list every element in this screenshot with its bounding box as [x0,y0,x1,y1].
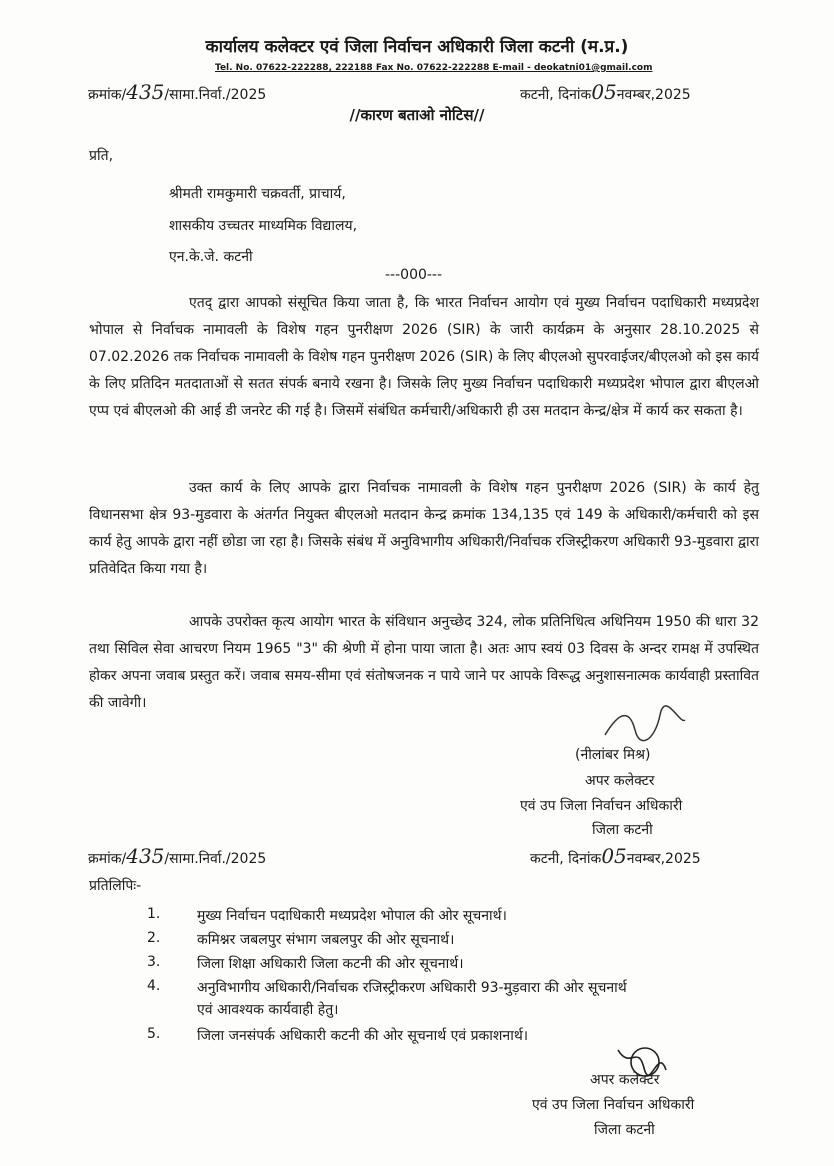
copy-item-text: अनुविभागीय अधिकारी/निर्वाचक रजिस्ट्रीकरण अधिकारी 93-मुड़वारा की ओर सूचनार्थ [197,980,627,996]
to-label: प्रति, [89,148,114,164]
copy-item-text-continued: एवं आवश्यक कार्यवाही हेतु। [197,1002,339,1018]
copy-item-number: 1. [147,906,161,922]
copy-item-text: मुख्य निर्वाचन पदाधिकारी मध्यप्रदेश भोपाल की ओर सूचनार्थ। [197,908,507,924]
copy-item-text: जिला शिक्षा अधिकारी जिला कटनी की ओर सूचनार्थ। [197,956,464,972]
bottom-signatory-designation-1: अपर कलेक्टर [590,1072,660,1088]
reference-date-top: कटनी, दिनांक05नवम्बर,2025 [520,80,691,104]
bottom-signatory-designation-2: एवं उप जिला निर्वाचन अधिकारी [532,1097,695,1113]
notice-subject: //कारण बताओ नोटिस// [349,106,485,124]
reference-number-bottom: क्रमांक/435/सामा.निर्वा./2025 [88,844,267,868]
handwritten-day: 05 [601,844,627,868]
copy-item-number: 3. [147,954,161,970]
office-contact: Tel. No. 07622-222288, 222188 Fax No. 07622-222288 E-mail - deokatni01@gmail.com [215,63,653,73]
copy-item-number: 2. [147,930,161,946]
paragraph-2: उक्त कार्य के लिए आपके द्वारा निर्वाचक नामावली के विशेष गहन पुनरीक्षण 2026 (SIR) के कार्य हेतु विधानसभा क्षेत्र 93-मुडवारा के अंतर्गत नियुक्त बीएलओ मतदान केन्द्र क्रमांक 134,135 एवं 149 के अधिकारी/कर्मचारी को इस कार्य हेतु आपके द्वारा नहीं छोडा जा रहा है। जिसके संबंध में अनुविभागीय अधिकारी/निर्वाचक रजिस्ट्रीकरण अधिकारी 93-मुडवारा द्वारा प्रतिवेदित किया गया है। [89,480,759,577]
handwritten-number: 435 [126,844,165,868]
handwritten-day: 05 [591,80,617,104]
paragraph-3: आपके उपरोक्त कृत्य आयोग भारत के संविधान अनुच्छेद 324, लोक प्रतिनिधित्व अधिनियम 1950 की धारा 32 तथा सिविल सेवा आचरण नियम 1965 "3" की श्रेणी में होना पाया जाता है। अतः आप स्वयं 03 दिवस के अन्दर रामक्ष में उपस्थित होकर अपना जवाब प्रस्तुत करें। जवाब समय-सीमा एवं संतोषजनक न पाये जाने पर आपके विरूद्ध अनुशासनात्मक कार्यवाही प्रस्तावित की जावेगी। [89,614,759,711]
addressee-line-1: श्रीमती रामकुमारी चक्रवर्ती, प्राचार्य, [169,186,346,202]
addressee-line-3: एन.के.जे. कटनी [169,249,253,265]
reference-number-top: क्रमांक/435/सामा.निर्वा./2025 [88,80,267,104]
signatory-designation-2: एवं उप जिला निर्वाचन अधिकारी [520,798,683,814]
signatory-name: (नीलांबर मिश्र) [575,747,651,763]
paragraph-1: एतद् द्वारा आपको संसूचित किया जाता है, कि भारत निर्वाचन आयोग एवं मुख्य निर्वाचन पदाधिकारी मध्यप्रदेश भोपाल से निर्वाचक नामावली के विशेष गहन पुनरीक्षण 2026 (SIR) के जारी कार्यक्रम के अनुसार 28.10.2025 से 07.02.2026 तक निर्वाचक नामावली के विशेष गहन पुनरीक्षण 2026 (SIR) के लिए बीएलओ सुपरवाईजर/बीएलओ को इस कार्य के लिए प्रतिदिन मतदाताओं से सतत संपर्क बनाये रखना है। जिसके लिए मुख्य निर्वाचन पदाधिकारी मध्यप्रदेश भोपाल द्वारा बीएलओ एप्प एवं बीएलओ की आई डी जनरेट की गई है। जिसमें संबंधित कर्मचारी/अधिकारी ही उस मतदान केन्द्र/क्षेत्र में कार्य कर सकता है। [89,295,759,419]
copy-label: प्रतिलिपिः- [89,878,142,894]
copy-item-text: जिला जनसंपर्क अधिकारी कटनी की ओर सूचनार्थ एवं प्रकाशनार्थ। [197,1028,529,1044]
addressee-line-2: शासकीय उच्चतर माध्यमिक विद्यालय, [169,218,358,234]
signatory-district: जिला कटनी [592,822,653,838]
bottom-signatory-district: जिला कटनी [594,1122,655,1138]
handwritten-number: 435 [126,80,165,104]
office-title: कार्यालय कलेक्टर एवं जिला निर्वाचन अधिकारी जिला कटनी (म.प्र.) [205,37,629,57]
separator: ---000--- [385,267,443,283]
signature-mark [600,705,690,745]
reference-date-bottom: कटनी, दिनांक05नवम्बर,2025 [530,844,701,868]
copy-item-text: कमिश्नर जबलपुर संभाग जबलपुर की ओर सूचनार्थ। [197,932,455,948]
signatory-designation-1: अपर कलेक्टर [585,773,655,789]
copy-item-number: 5. [147,1026,161,1042]
copy-item-number: 4. [147,978,161,994]
